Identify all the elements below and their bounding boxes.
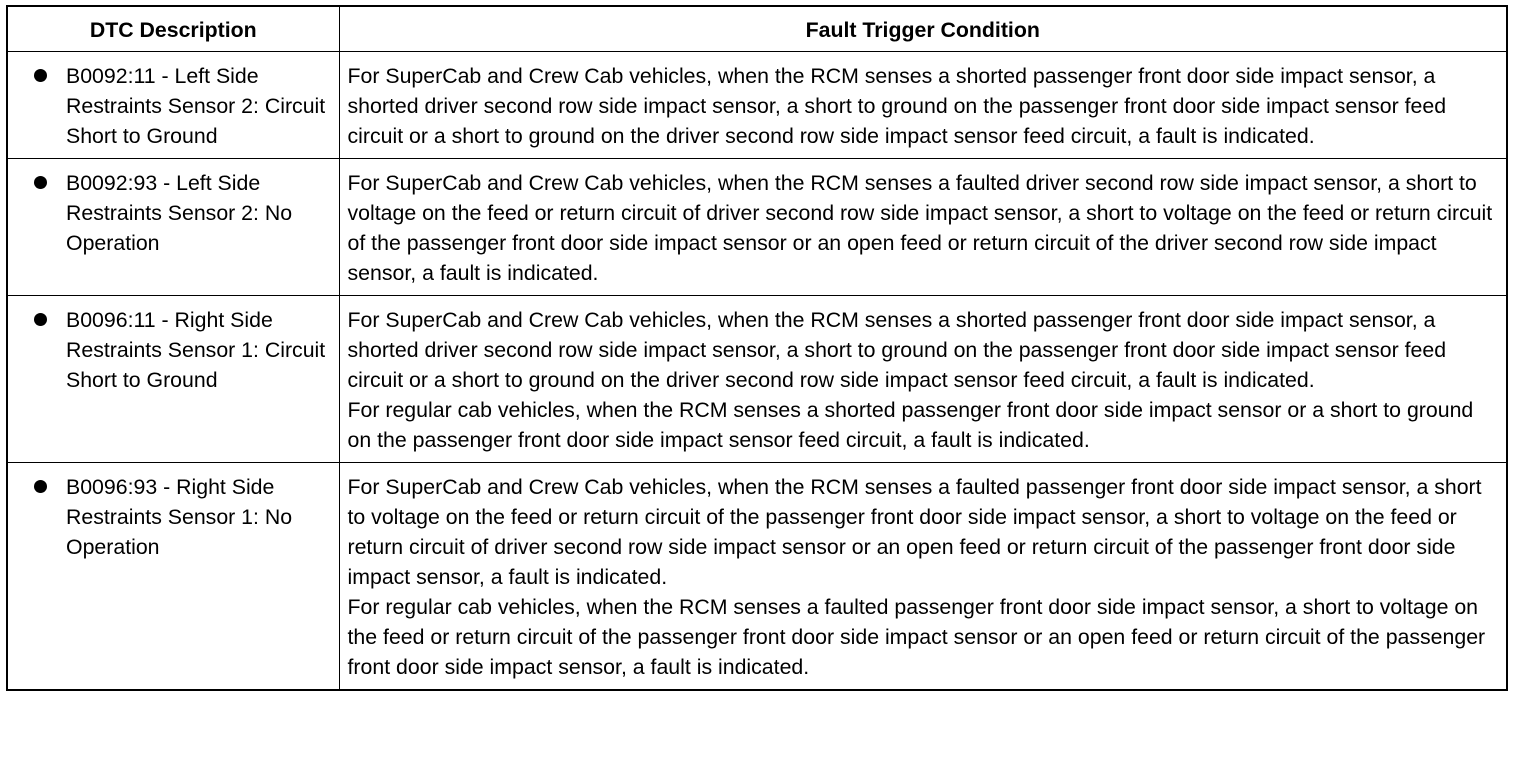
fault-condition-cell <box>339 295 1507 462</box>
header-fault-trigger-condition: Fault Trigger Condition <box>339 6 1507 51</box>
dtc-table <box>6 5 1508 691</box>
fault-condition-text: For SuperCab and Crew Cab vehicles, when the RCM senses a faulted passenger front door side impact sensor, a short to voltage on the feed or return circuit of the passenger front door side impact sensor, a short to voltage on the feed or return circuit of driver second row side impact sensor or an open feed or return circuit of the passenger front door side impact sensor, a fault is indicated. <box>347 474 1482 589</box>
fault-condition-cell <box>339 158 1507 295</box>
dtc-description-cell <box>7 51 339 158</box>
dtc-description-cell <box>7 462 339 690</box>
header-row <box>7 6 1507 51</box>
fault-condition-text: For regular cab vehicles, when the RCM senses a faulted passenger front door side impact sensor, a short to voltage on the feed or return circuit of the passenger front door side impact sensor or an open feed or return circuit of the passenger front door side impact sensor, a fault is indicated. <box>347 594 1486 679</box>
table-row <box>7 158 1507 295</box>
bullet-icon <box>34 69 47 82</box>
dtc-description: B0096:93 - Right Side Restraints Sensor 1: No Operation <box>66 474 293 559</box>
table-row <box>7 51 1507 158</box>
dtc-description-cell <box>7 158 339 295</box>
fault-condition-cell <box>339 51 1507 158</box>
fault-condition-text: For SuperCab and Crew Cab vehicles, when the RCM senses a faulted driver second row side impact sensor, a short to voltage on the feed or return circuit of driver second row side impact sensor, a short to voltage on the feed or return circuit of the passenger front door side impact sensor or an open feed or return circuit of the driver second row side impact sensor, a fault is indicated. <box>347 170 1493 285</box>
dtc-description: B0092:11 - Left Side Restraints Sensor 2: Circuit Short to Ground <box>66 63 326 148</box>
bullet-icon <box>34 313 47 326</box>
header-dtc-description: DTC Description <box>7 6 339 51</box>
fault-condition-text: For regular cab vehicles, when the RCM senses a shorted passenger front door side impact sensor or a short to ground on the passenger front door side impact sensor feed circuit, a fault is indicated. <box>347 397 1474 452</box>
fault-condition-text: For SuperCab and Crew Cab vehicles, when the RCM senses a shorted passenger front door side impact sensor, a shorted driver second row side impact sensor, a short to ground on the passenger front door side impact sensor feed circuit or a short to ground on the driver second row side impact sensor feed circuit, a fault is indicated. <box>347 307 1447 392</box>
fault-condition-cell <box>339 462 1507 690</box>
dtc-description: B0092:93 - Left Side Restraints Sensor 2: No Operation <box>66 170 293 255</box>
bullet-icon <box>34 480 47 493</box>
table-row <box>7 462 1507 690</box>
dtc-description-cell <box>7 295 339 462</box>
table-row <box>7 295 1507 462</box>
bullet-icon <box>34 176 47 189</box>
dtc-description: B0096:11 - Right Side Restraints Sensor 1: Circuit Short to Ground <box>66 307 326 392</box>
fault-condition-text: For SuperCab and Crew Cab vehicles, when the RCM senses a shorted passenger front door side impact sensor, a shorted driver second row side impact sensor, a short to ground on the passenger front door side impact sensor feed circuit or a short to ground on the driver second row side impact sensor feed circuit, a fault is indicated. <box>347 63 1447 148</box>
